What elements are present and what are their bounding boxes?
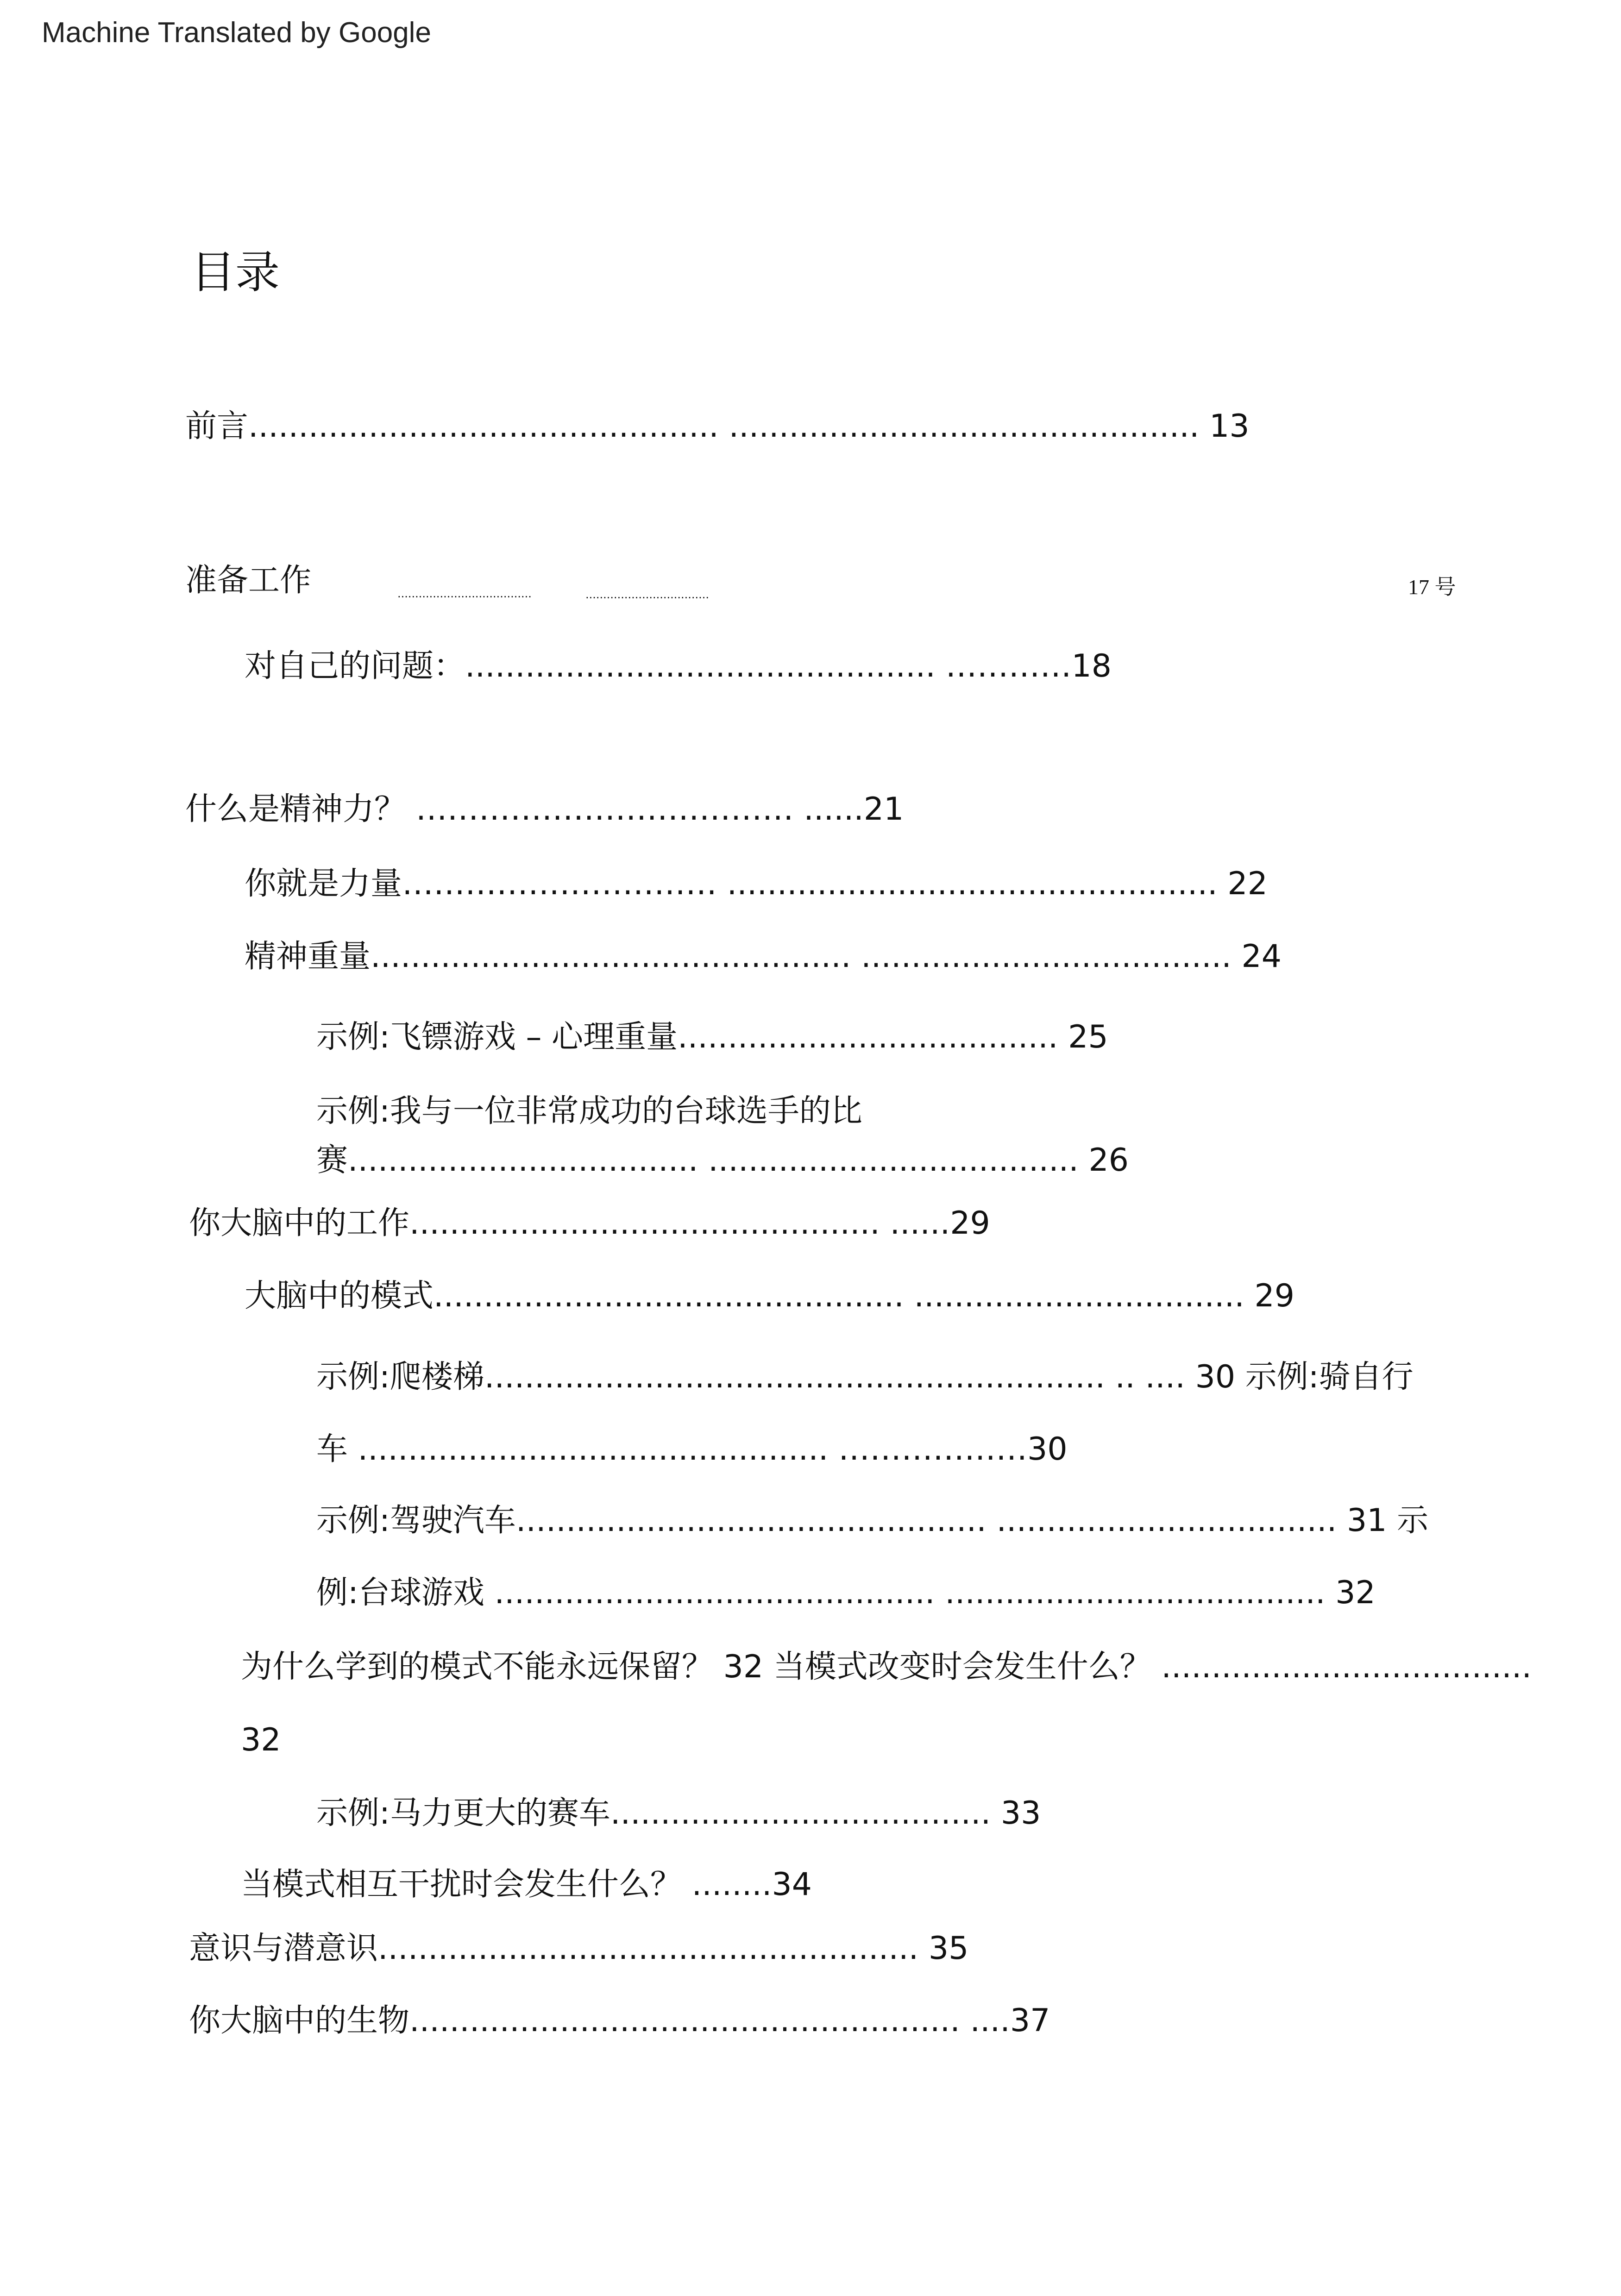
page-title: 目录 [191,246,280,298]
toc-entry-foreword[interactable]: 前言............................................... ............................................... 13 [185,408,1250,445]
toc-entry-example-billiards-cont[interactable]: 赛................................... ..................................... 26 [316,1142,1129,1179]
toc-entry-example-billiard-game[interactable]: 例:台球游戏 ............................................ ...................................... 32 [316,1575,1376,1611]
toc-entry-preparation[interactable]: 准备工作 [185,562,312,599]
toc-entry-example-racecar[interactable]: 示例:马力更大的赛车...................................... 33 [316,1795,1041,1832]
toc-entry-example-stairs[interactable]: 示例:爬楼梯.............................................................. .. .... 30 示例:骑自行 [316,1359,1414,1395]
toc-page-number: 32 [241,1722,281,1758]
toc-entry-example-darts[interactable]: 示例:飞镖游戏 – 心理重量...................................... 25 [316,1019,1108,1055]
toc-leader-dots: ................................... [585,588,710,601]
toc-entry-patterns-interfere[interactable]: 当模式相互干扰时会发生什么？ ........34 [241,1866,812,1903]
toc-entry-example-driving[interactable]: 示例:驾驶汽车............................................... .................................. 31 示 [316,1502,1429,1539]
toc-entry-what-is-mental-power[interactable]: 什么是精神力？ ……………………………… ......21 [185,791,904,828]
toc-entry-you-are-the-power[interactable]: 你就是力量………………………… ................................................. 22 [245,866,1268,902]
toc-entry-mental-weight[interactable]: 精神重量................................................ ..................................... 24 [245,938,1282,975]
toc-entry-patterns-in-brain[interactable]: 大脑中的模式............................................... ................................. 29 [245,1278,1294,1314]
toc-entry-self-questions[interactable]: 对自己的问题：............................................... …………18 [245,648,1112,684]
toc-entry-example-billiards[interactable]: 示例:我与一位非常成功的台球选手的比 [316,1093,862,1129]
toc-entry-patterns-not-forever[interactable]: 为什么学到的模式不能永远保留？ 32 当模式改变时会发生什么？ ..................................... [241,1649,1532,1685]
toc-entry-creatures-in-brain[interactable]: 你大脑中的生物....................................................... ....37 [189,2002,1050,2039]
toc-entry-conscious-subconscious[interactable]: 意识与潜意识...................................................... 35 [189,1930,969,1967]
toc-leader-dots: ...................................... [397,587,532,600]
machine-translation-banner: Machine Translated by Google [42,17,431,49]
toc-page-number: 17 号 [1408,575,1456,599]
toc-entry-work-in-brain[interactable]: 你大脑中的工作............................................... ......29 [189,1205,990,1242]
toc-entry-example-bike[interactable]: 车 ............................................... ………………30 [316,1431,1068,1468]
